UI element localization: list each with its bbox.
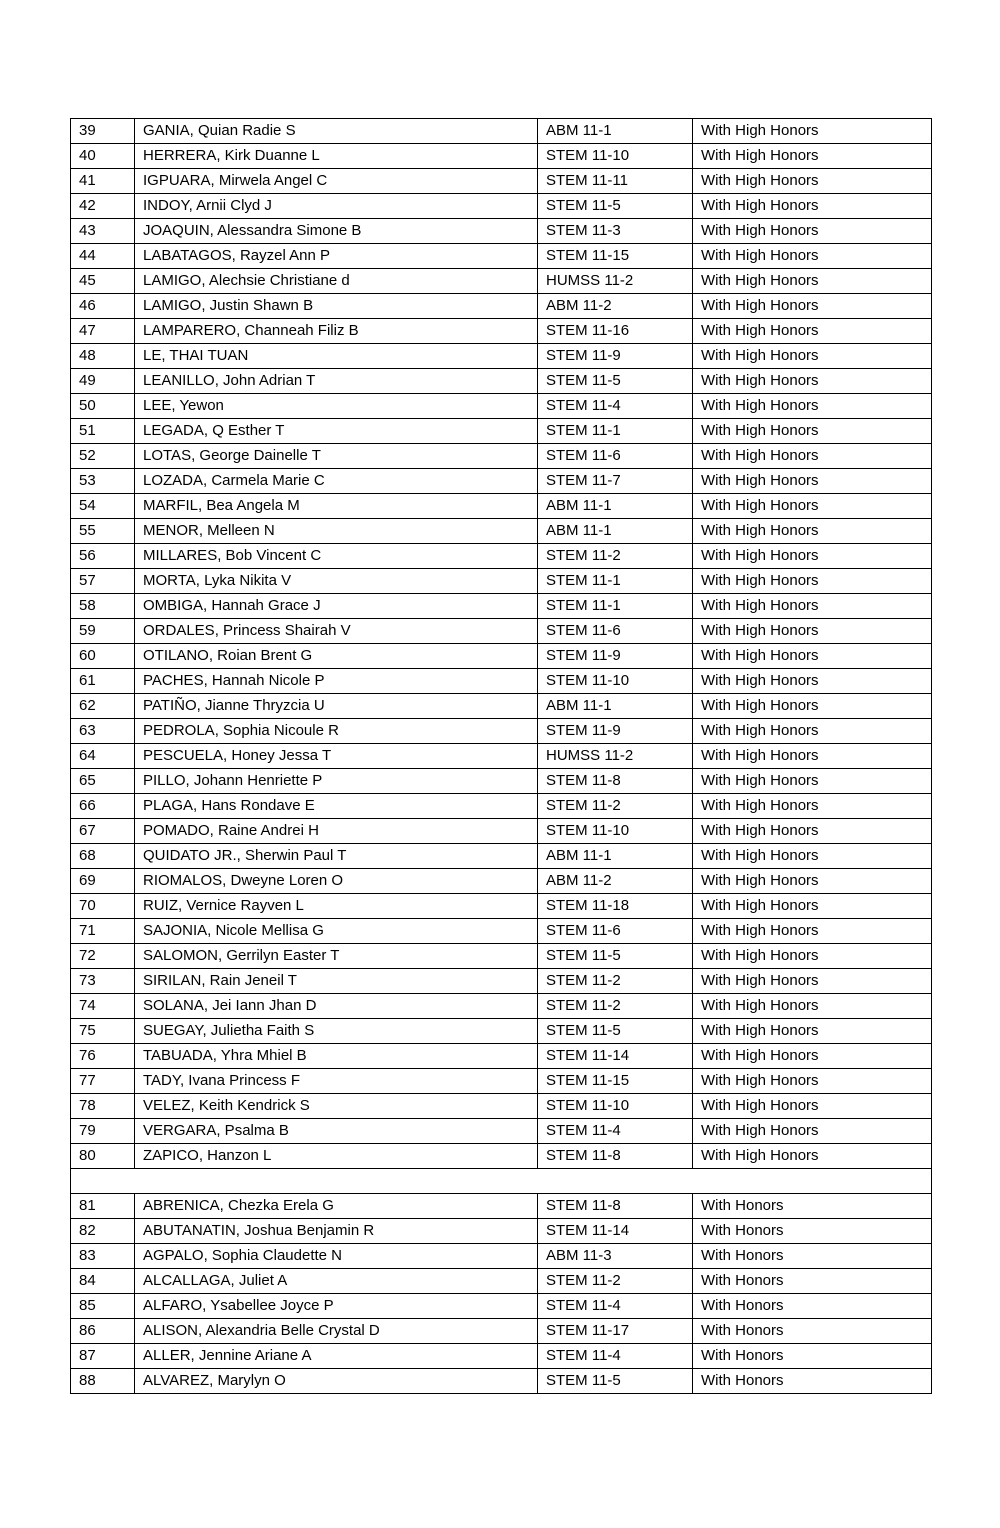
student-number: 40 bbox=[71, 144, 135, 169]
student-number: 88 bbox=[71, 1369, 135, 1394]
student-number: 41 bbox=[71, 169, 135, 194]
table-row bbox=[71, 394, 932, 419]
student-award: With High Honors bbox=[693, 1069, 932, 1094]
student-section: STEM 11-1 bbox=[538, 569, 693, 594]
student-number: 81 bbox=[71, 1194, 135, 1219]
student-award: With High Honors bbox=[693, 544, 932, 569]
student-section: STEM 11-4 bbox=[538, 394, 693, 419]
student-section: STEM 11-11 bbox=[538, 169, 693, 194]
student-award: With Honors bbox=[693, 1369, 932, 1394]
table-row bbox=[71, 169, 932, 194]
table-row bbox=[71, 1194, 932, 1219]
student-name: SIRILAN, Rain Jeneil T bbox=[135, 969, 538, 994]
table-row bbox=[71, 1344, 932, 1369]
student-award: With High Honors bbox=[693, 144, 932, 169]
student-name: ABRENICA, Chezka Erela G bbox=[135, 1194, 538, 1219]
student-name: LAMPARERO, Channeah Filiz B bbox=[135, 319, 538, 344]
honor-roll-page bbox=[70, 118, 931, 1394]
student-number: 45 bbox=[71, 269, 135, 294]
student-award: With High Honors bbox=[693, 119, 932, 144]
table-row bbox=[71, 144, 932, 169]
student-section: STEM 11-5 bbox=[538, 1019, 693, 1044]
student-award: With High Honors bbox=[693, 469, 932, 494]
student-number: 59 bbox=[71, 619, 135, 644]
table-row bbox=[71, 419, 932, 444]
student-section: STEM 11-8 bbox=[538, 1194, 693, 1219]
student-name: GANIA, Quian Radie S bbox=[135, 119, 538, 144]
student-award: With High Honors bbox=[693, 194, 932, 219]
student-award: With High Honors bbox=[693, 719, 932, 744]
student-name: JOAQUIN, Alessandra Simone B bbox=[135, 219, 538, 244]
student-section: STEM 11-6 bbox=[538, 444, 693, 469]
table-row bbox=[71, 869, 932, 894]
student-number: 55 bbox=[71, 519, 135, 544]
table-row bbox=[71, 119, 932, 144]
table-row bbox=[71, 469, 932, 494]
table-row bbox=[71, 794, 932, 819]
student-award: With High Honors bbox=[693, 844, 932, 869]
student-number: 42 bbox=[71, 194, 135, 219]
student-number: 52 bbox=[71, 444, 135, 469]
student-award: With High Honors bbox=[693, 794, 932, 819]
student-name: ORDALES, Princess Shairah V bbox=[135, 619, 538, 644]
table-row bbox=[71, 669, 932, 694]
student-section: STEM 11-15 bbox=[538, 1069, 693, 1094]
student-name: OMBIGA, Hannah Grace J bbox=[135, 594, 538, 619]
table-row bbox=[71, 494, 932, 519]
table-row bbox=[71, 744, 932, 769]
table-row bbox=[71, 444, 932, 469]
student-section: STEM 11-1 bbox=[538, 594, 693, 619]
table-row bbox=[71, 1244, 932, 1269]
student-award: With Honors bbox=[693, 1269, 932, 1294]
student-section: STEM 11-2 bbox=[538, 994, 693, 1019]
student-section: STEM 11-17 bbox=[538, 1319, 693, 1344]
student-award: With High Honors bbox=[693, 969, 932, 994]
student-section: STEM 11-6 bbox=[538, 919, 693, 944]
student-award: With High Honors bbox=[693, 344, 932, 369]
student-award: With High Honors bbox=[693, 744, 932, 769]
student-name: RUIZ, Vernice Rayven L bbox=[135, 894, 538, 919]
student-section: STEM 11-10 bbox=[538, 1094, 693, 1119]
student-award: With High Honors bbox=[693, 769, 932, 794]
table-row bbox=[71, 1144, 932, 1169]
student-name: MILLARES, Bob Vincent C bbox=[135, 544, 538, 569]
table-row bbox=[71, 994, 932, 1019]
student-name: PESCUELA, Honey Jessa T bbox=[135, 744, 538, 769]
student-name: PACHES, Hannah Nicole P bbox=[135, 669, 538, 694]
section-separator-row bbox=[71, 1169, 932, 1194]
student-award: With High Honors bbox=[693, 894, 932, 919]
student-award: With Honors bbox=[693, 1294, 932, 1319]
table-row bbox=[71, 894, 932, 919]
student-name: IGPUARA, Mirwela Angel C bbox=[135, 169, 538, 194]
table-row bbox=[71, 919, 932, 944]
student-number: 62 bbox=[71, 694, 135, 719]
student-number: 50 bbox=[71, 394, 135, 419]
table-row bbox=[71, 219, 932, 244]
student-section: ABM 11-2 bbox=[538, 869, 693, 894]
student-number: 74 bbox=[71, 994, 135, 1019]
student-number: 61 bbox=[71, 669, 135, 694]
student-name: LABATAGOS, Rayzel Ann P bbox=[135, 244, 538, 269]
student-number: 49 bbox=[71, 369, 135, 394]
student-number: 63 bbox=[71, 719, 135, 744]
table-row bbox=[71, 1119, 932, 1144]
student-award: With Honors bbox=[693, 1344, 932, 1369]
student-award: With High Honors bbox=[693, 1144, 932, 1169]
table-row bbox=[71, 544, 932, 569]
student-award: With High Honors bbox=[693, 819, 932, 844]
student-section: STEM 11-9 bbox=[538, 344, 693, 369]
student-section: ABM 11-3 bbox=[538, 1244, 693, 1269]
student-section: STEM 11-10 bbox=[538, 669, 693, 694]
student-number: 44 bbox=[71, 244, 135, 269]
student-number: 68 bbox=[71, 844, 135, 869]
student-number: 58 bbox=[71, 594, 135, 619]
student-award: With High Honors bbox=[693, 244, 932, 269]
student-number: 84 bbox=[71, 1269, 135, 1294]
student-name: RIOMALOS, Dweyne Loren O bbox=[135, 869, 538, 894]
student-award: With High Honors bbox=[693, 394, 932, 419]
student-section: STEM 11-4 bbox=[538, 1119, 693, 1144]
student-number: 78 bbox=[71, 1094, 135, 1119]
table-row bbox=[71, 944, 932, 969]
student-name: SALOMON, Gerrilyn Easter T bbox=[135, 944, 538, 969]
student-name: MARFIL, Bea Angela M bbox=[135, 494, 538, 519]
table-row bbox=[71, 1069, 932, 1094]
student-number: 75 bbox=[71, 1019, 135, 1044]
student-name: AGPALO, Sophia Claudette N bbox=[135, 1244, 538, 1269]
table-row bbox=[71, 769, 932, 794]
student-award: With High Honors bbox=[693, 1094, 932, 1119]
table-row bbox=[71, 194, 932, 219]
student-name: LAMIGO, Justin Shawn B bbox=[135, 294, 538, 319]
student-name: HERRERA, Kirk Duanne L bbox=[135, 144, 538, 169]
student-award: With Honors bbox=[693, 1194, 932, 1219]
student-section: ABM 11-1 bbox=[538, 119, 693, 144]
student-name: SUEGAY, Julietha Faith S bbox=[135, 1019, 538, 1044]
student-award: With High Honors bbox=[693, 319, 932, 344]
student-number: 69 bbox=[71, 869, 135, 894]
student-name: ALLER, Jennine Ariane A bbox=[135, 1344, 538, 1369]
table-row bbox=[71, 694, 932, 719]
table-row bbox=[71, 719, 932, 744]
student-award: With High Honors bbox=[693, 444, 932, 469]
student-number: 76 bbox=[71, 1044, 135, 1069]
student-name: SAJONIA, Nicole Mellisa G bbox=[135, 919, 538, 944]
student-section: ABM 11-1 bbox=[538, 844, 693, 869]
table-row bbox=[71, 844, 932, 869]
student-section: STEM 11-14 bbox=[538, 1044, 693, 1069]
student-award: With Honors bbox=[693, 1244, 932, 1269]
student-award: With Honors bbox=[693, 1319, 932, 1344]
student-name: LEE, Yewon bbox=[135, 394, 538, 419]
table-row bbox=[71, 244, 932, 269]
student-award: With High Honors bbox=[693, 1019, 932, 1044]
table-row bbox=[71, 1294, 932, 1319]
student-name: MORTA, Lyka Nikita V bbox=[135, 569, 538, 594]
student-section: STEM 11-2 bbox=[538, 544, 693, 569]
student-section: STEM 11-9 bbox=[538, 719, 693, 744]
student-award: With High Honors bbox=[693, 519, 932, 544]
student-number: 70 bbox=[71, 894, 135, 919]
student-name: PLAGA, Hans Rondave E bbox=[135, 794, 538, 819]
student-award: With High Honors bbox=[693, 294, 932, 319]
student-number: 48 bbox=[71, 344, 135, 369]
table-row bbox=[71, 369, 932, 394]
student-number: 65 bbox=[71, 769, 135, 794]
table-row bbox=[71, 1369, 932, 1394]
student-section: STEM 11-2 bbox=[538, 794, 693, 819]
table-row bbox=[71, 269, 932, 294]
student-name: LEGADA, Q Esther T bbox=[135, 419, 538, 444]
student-section: HUMSS 11-2 bbox=[538, 744, 693, 769]
student-section: STEM 11-7 bbox=[538, 469, 693, 494]
student-section: HUMSS 11-2 bbox=[538, 269, 693, 294]
student-award: With High Honors bbox=[693, 1044, 932, 1069]
table-row bbox=[71, 819, 932, 844]
student-number: 66 bbox=[71, 794, 135, 819]
table-row bbox=[71, 319, 932, 344]
student-name: MENOR, Melleen N bbox=[135, 519, 538, 544]
table-row bbox=[71, 1019, 932, 1044]
student-section: STEM 11-5 bbox=[538, 369, 693, 394]
student-number: 67 bbox=[71, 819, 135, 844]
student-award: With High Honors bbox=[693, 369, 932, 394]
student-name: ALFARO, Ysabellee Joyce P bbox=[135, 1294, 538, 1319]
student-name: LEANILLO, John Adrian T bbox=[135, 369, 538, 394]
student-name: OTILANO, Roian Brent G bbox=[135, 644, 538, 669]
student-section: STEM 11-8 bbox=[538, 769, 693, 794]
table-row bbox=[71, 644, 932, 669]
student-number: 64 bbox=[71, 744, 135, 769]
student-number: 80 bbox=[71, 1144, 135, 1169]
student-award: With High Honors bbox=[693, 669, 932, 694]
table-row bbox=[71, 1219, 932, 1244]
student-award: With High Honors bbox=[693, 619, 932, 644]
student-name: TABUADA, Yhra Mhiel B bbox=[135, 1044, 538, 1069]
student-section: STEM 11-4 bbox=[538, 1294, 693, 1319]
student-section: STEM 11-16 bbox=[538, 319, 693, 344]
student-award: With High Honors bbox=[693, 219, 932, 244]
student-name: ALVAREZ, Marylyn O bbox=[135, 1369, 538, 1394]
student-number: 43 bbox=[71, 219, 135, 244]
student-name: TADY, Ivana Princess F bbox=[135, 1069, 538, 1094]
student-number: 51 bbox=[71, 419, 135, 444]
student-name: VERGARA, Psalma B bbox=[135, 1119, 538, 1144]
student-name: SOLANA, Jei Iann Jhan D bbox=[135, 994, 538, 1019]
student-number: 72 bbox=[71, 944, 135, 969]
table-row bbox=[71, 1044, 932, 1069]
student-award: With High Honors bbox=[693, 1119, 932, 1144]
honor-roll-body bbox=[71, 119, 932, 1394]
student-name: ZAPICO, Hanzon L bbox=[135, 1144, 538, 1169]
table-row bbox=[71, 294, 932, 319]
table-row bbox=[71, 1269, 932, 1294]
student-number: 82 bbox=[71, 1219, 135, 1244]
student-section: STEM 11-2 bbox=[538, 969, 693, 994]
student-award: With High Honors bbox=[693, 594, 932, 619]
student-award: With High Honors bbox=[693, 944, 932, 969]
student-name: QUIDATO JR., Sherwin Paul T bbox=[135, 844, 538, 869]
student-name: PILLO, Johann Henriette P bbox=[135, 769, 538, 794]
table-row bbox=[71, 344, 932, 369]
student-name: PEDROLA, Sophia Nicoule R bbox=[135, 719, 538, 744]
student-section: STEM 11-9 bbox=[538, 644, 693, 669]
student-award: With High Honors bbox=[693, 644, 932, 669]
student-number: 83 bbox=[71, 1244, 135, 1269]
student-award: With High Honors bbox=[693, 494, 932, 519]
student-name: LOTAS, George Dainelle T bbox=[135, 444, 538, 469]
student-section: STEM 11-1 bbox=[538, 419, 693, 444]
table-row bbox=[71, 594, 932, 619]
student-name: VELEZ, Keith Kendrick S bbox=[135, 1094, 538, 1119]
student-award: With High Honors bbox=[693, 919, 932, 944]
student-number: 86 bbox=[71, 1319, 135, 1344]
student-name: LE, THAI TUAN bbox=[135, 344, 538, 369]
student-number: 56 bbox=[71, 544, 135, 569]
student-section: STEM 11-8 bbox=[538, 1144, 693, 1169]
student-name: ALCALLAGA, Juliet A bbox=[135, 1269, 538, 1294]
student-section: STEM 11-5 bbox=[538, 194, 693, 219]
student-name: LAMIGO, Alechsie Christiane d bbox=[135, 269, 538, 294]
student-number: 85 bbox=[71, 1294, 135, 1319]
table-row bbox=[71, 1319, 932, 1344]
student-section: STEM 11-14 bbox=[538, 1219, 693, 1244]
student-section: STEM 11-18 bbox=[538, 894, 693, 919]
student-section: STEM 11-6 bbox=[538, 619, 693, 644]
table-row bbox=[71, 619, 932, 644]
honor-roll-table bbox=[70, 118, 932, 1394]
student-number: 54 bbox=[71, 494, 135, 519]
student-number: 77 bbox=[71, 1069, 135, 1094]
student-number: 71 bbox=[71, 919, 135, 944]
student-section: STEM 11-4 bbox=[538, 1344, 693, 1369]
student-award: With High Honors bbox=[693, 169, 932, 194]
student-section: STEM 11-5 bbox=[538, 944, 693, 969]
student-name: LOZADA, Carmela Marie C bbox=[135, 469, 538, 494]
student-section: STEM 11-10 bbox=[538, 144, 693, 169]
student-section: STEM 11-5 bbox=[538, 1369, 693, 1394]
student-number: 79 bbox=[71, 1119, 135, 1144]
student-award: With High Honors bbox=[693, 569, 932, 594]
table-row bbox=[71, 569, 932, 594]
student-number: 46 bbox=[71, 294, 135, 319]
student-section: STEM 11-15 bbox=[538, 244, 693, 269]
table-row bbox=[71, 969, 932, 994]
table-row bbox=[71, 519, 932, 544]
student-section: ABM 11-1 bbox=[538, 494, 693, 519]
student-name: INDOY, Arnii Clyd J bbox=[135, 194, 538, 219]
student-section: ABM 11-1 bbox=[538, 694, 693, 719]
student-name: POMADO, Raine Andrei H bbox=[135, 819, 538, 844]
student-section: STEM 11-3 bbox=[538, 219, 693, 244]
student-number: 73 bbox=[71, 969, 135, 994]
student-award: With High Honors bbox=[693, 869, 932, 894]
student-number: 87 bbox=[71, 1344, 135, 1369]
student-section: ABM 11-2 bbox=[538, 294, 693, 319]
student-section: STEM 11-2 bbox=[538, 1269, 693, 1294]
student-number: 57 bbox=[71, 569, 135, 594]
student-award: With High Honors bbox=[693, 994, 932, 1019]
student-number: 39 bbox=[71, 119, 135, 144]
student-name: ALISON, Alexandria Belle Crystal D bbox=[135, 1319, 538, 1344]
student-award: With Honors bbox=[693, 1219, 932, 1244]
student-number: 53 bbox=[71, 469, 135, 494]
student-section: STEM 11-10 bbox=[538, 819, 693, 844]
student-name: PATIÑO, Jianne Thryzcia U bbox=[135, 694, 538, 719]
student-name: ABUTANATIN, Joshua Benjamin R bbox=[135, 1219, 538, 1244]
separator-cell bbox=[71, 1169, 932, 1194]
student-section: ABM 11-1 bbox=[538, 519, 693, 544]
student-award: With High Honors bbox=[693, 419, 932, 444]
student-number: 47 bbox=[71, 319, 135, 344]
student-award: With High Honors bbox=[693, 269, 932, 294]
table-row bbox=[71, 1094, 932, 1119]
student-award: With High Honors bbox=[693, 694, 932, 719]
student-number: 60 bbox=[71, 644, 135, 669]
